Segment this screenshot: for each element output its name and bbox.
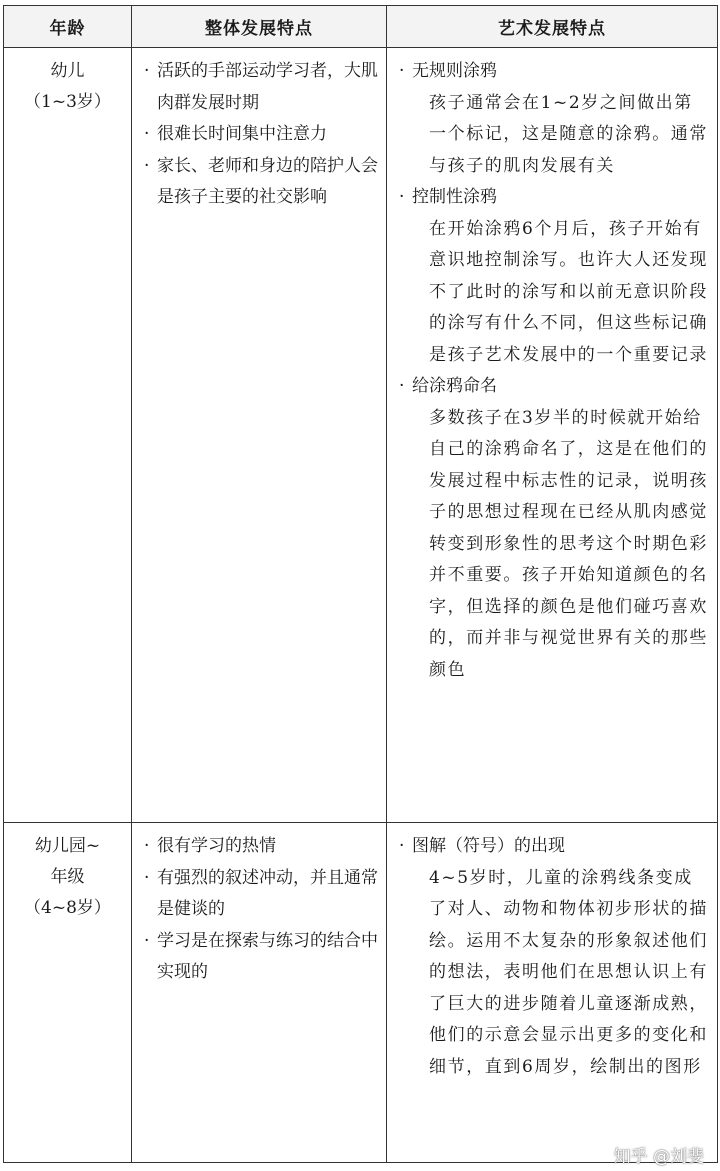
header-overall: 整体发展特点 <box>132 6 387 48</box>
table-row <box>4 823 718 1163</box>
art-stage-title: 图解（符号）的出现 <box>412 836 565 856</box>
art-stage-description: 4~5岁时，儿童的涂鸦线条变成了对人、动物和物体初步形状的描绘。运用不太复杂的形象叙述他们的想法，表明他们在思想认识上有了巨大的进步随着儿童逐渐成熟，他们的示意会显示出更多的变化和细节，直到6周岁，绘制出的图形 <box>429 867 708 1077</box>
header-age: 年龄 <box>4 6 132 48</box>
overall-text: 很难长时间集中注意力 <box>157 124 327 144</box>
age-line: （1~3岁） <box>24 92 111 112</box>
list-item <box>144 863 378 926</box>
watermark: 知乎 @刘斐 <box>613 1147 704 1167</box>
header-art: 艺术发展特点 <box>387 6 718 48</box>
art-stage-description: 孩子通常会在1~2岁之间做出第一个标记，这是随意的涂鸦。通常与孩子的肌肉发展有关 <box>429 92 708 176</box>
overall-text: 活跃的手部运动学习者，大肌肉群发展时期 <box>157 61 378 113</box>
bullet-icon: · <box>399 836 405 856</box>
list-item <box>144 56 378 119</box>
age-line: 幼儿 <box>50 61 85 81</box>
bullet-icon: · <box>144 124 150 144</box>
art-stage-heading <box>399 831 709 863</box>
art-stage-title: 给涂鸦命名 <box>412 376 497 396</box>
bullet-icon: · <box>144 836 150 856</box>
art-stage-description: 在开始涂鸦6个月后，孩子开始有意识地控制涂写。也许大人还发现不了此时的涂写和以前无意识阶段的涂写有什么不同，但这些标记确是孩子艺术发展中的一个重要记录 <box>429 218 708 365</box>
overall-text: 很有学习的热情 <box>157 836 276 856</box>
art-stage-title: 无规则涂鸦 <box>412 61 497 81</box>
art-stage-heading <box>399 56 709 88</box>
overall-text: 有强烈的叙述冲动，并且通常是健谈的 <box>157 867 378 919</box>
age-line: 年级 <box>50 867 85 887</box>
overall-text: 学习是在探索与练习的结合中实现的 <box>157 930 378 982</box>
list-item <box>144 831 378 863</box>
bullet-icon: · <box>144 155 150 176</box>
age-line: 幼儿园~ <box>34 836 101 856</box>
art-cell <box>387 823 718 1163</box>
bullet-icon: · <box>144 867 150 888</box>
age-cell <box>4 823 132 1163</box>
bullet-icon: · <box>399 187 405 207</box>
overall-text: 家长、老师和身边的陪护人会是孩子主要的社交影响 <box>157 155 378 207</box>
list-item <box>144 151 378 214</box>
art-cell <box>387 48 718 823</box>
bullet-icon: · <box>144 61 150 81</box>
age-cell <box>4 48 132 823</box>
table-row <box>4 48 718 823</box>
art-stage-heading <box>399 371 709 403</box>
overall-cell <box>132 48 387 823</box>
art-stage-description: 多数孩子在3岁半的时候就开始给自己的涂鸦命名了，这是在他们的发展过程中标志性的记录，说明孩子的思想过程现在已经从肌肉感觉转变到形象性的思考这个时期色彩并不重要。孩子开始知道颜色的名字，但选择的颜色是他们碰巧喜欢的，而并非与视觉世界有关的那些颜色 <box>429 407 708 680</box>
age-line: （4~8岁） <box>24 898 111 918</box>
art-stage-heading <box>399 182 709 214</box>
bullet-icon: · <box>144 930 150 951</box>
art-stage-title: 控制性涂鸦 <box>412 187 497 207</box>
overall-cell <box>132 823 387 1163</box>
bullet-icon: · <box>399 61 405 81</box>
bullet-icon: · <box>399 376 405 396</box>
list-item <box>144 926 378 989</box>
development-table <box>3 5 718 1163</box>
list-item <box>144 119 378 151</box>
table-header-row <box>4 6 718 48</box>
